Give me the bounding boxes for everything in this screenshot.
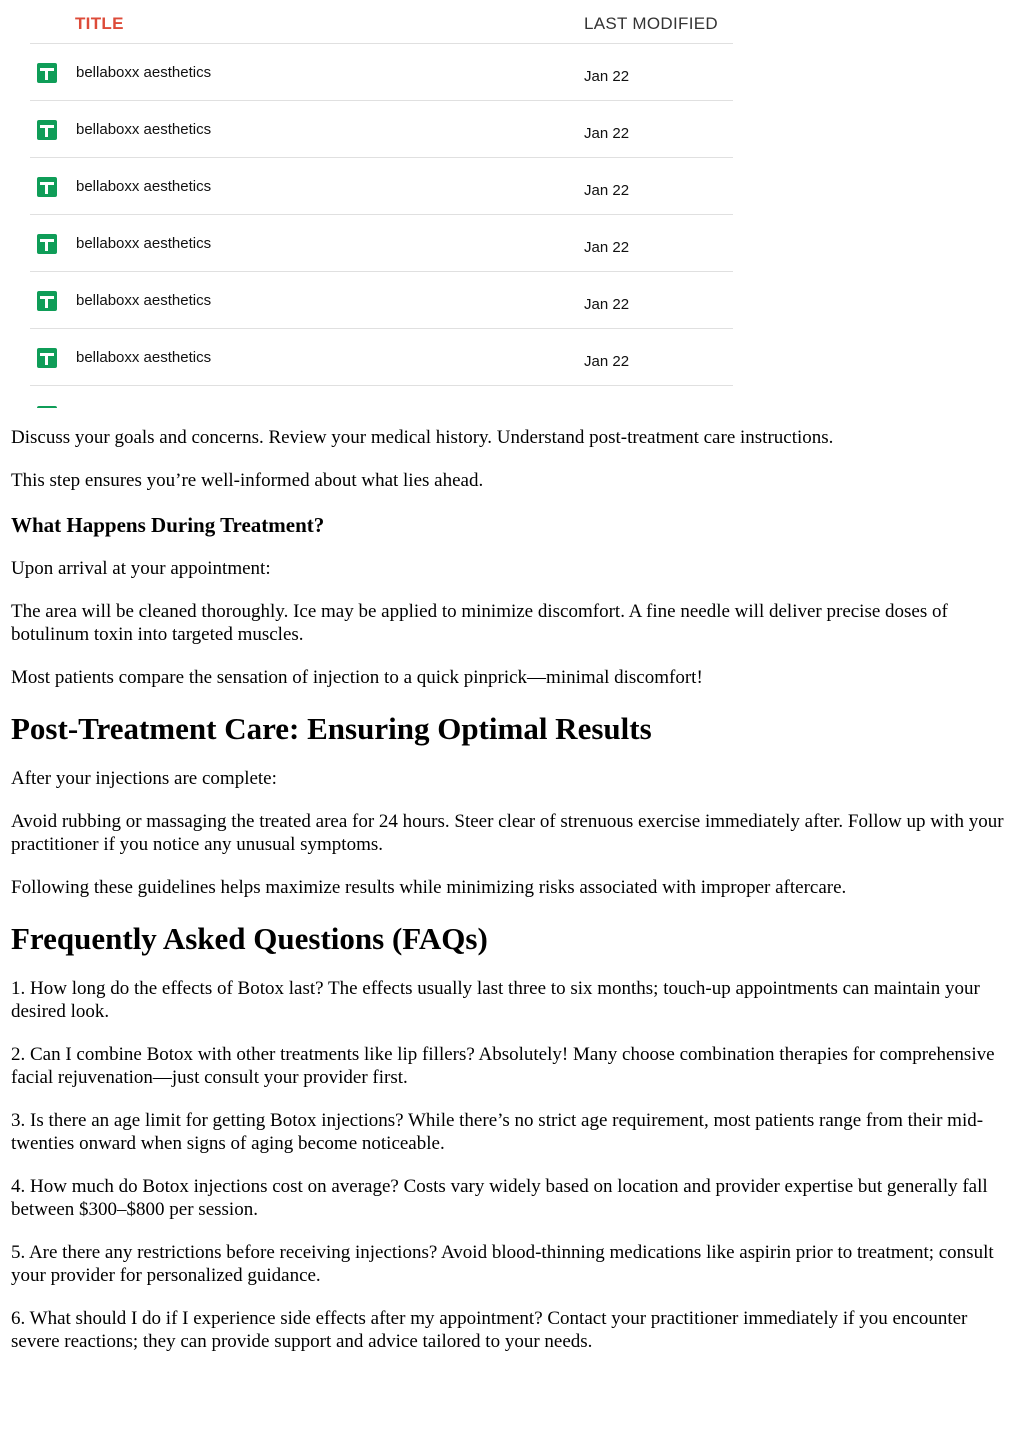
- faq-item: 6. What should I do if I experience side effects after my appointment? Contact your practitioner immediately if you encounter severe reactions; they can provide support and advice tailored to your needs.: [11, 1308, 968, 1352]
- file-row[interactable]: [30, 44, 733, 101]
- file-row[interactable]: [30, 158, 733, 215]
- file-name[interactable]: bellaboxx aesthetics: [76, 292, 212, 309]
- file-modified-date: Jan 22: [584, 353, 630, 370]
- file-row[interactable]: [30, 101, 733, 158]
- google-sites-icon: [37, 120, 57, 140]
- file-modified-date: Jan 22: [584, 125, 630, 142]
- google-sites-icon: [37, 348, 57, 368]
- file-row[interactable]: [30, 329, 733, 386]
- paragraph: Upon arrival at your appointment:: [11, 558, 271, 579]
- last-modified-column-header[interactable]: LAST MODIFIED: [584, 14, 718, 33]
- file-name[interactable]: bellaboxx aesthetics: [76, 235, 212, 252]
- faq-item: 4. How much do Botox injections cost on average? Costs vary widely based on location and provider expertise but generally fall between $300–$800 per session.: [11, 1176, 988, 1220]
- file-row[interactable]: [30, 272, 733, 329]
- article-body: [11, 426, 1014, 1373]
- faq-item: 2. Can I combine Botox with other treatments like lip fillers? Absolutely! Many choose combination therapies for comprehensive facial rejuvenation—just consult your provider first.: [11, 1044, 995, 1088]
- file-name[interactable]: bellaboxx aesthetics: [76, 178, 212, 195]
- google-sites-icon: [37, 291, 57, 311]
- faq-item: 1. How long do the effects of Botox last? The effects usually last three to six months; touch-up appointments can maintain your desired look.: [11, 978, 980, 1022]
- file-row[interactable]: [30, 215, 733, 272]
- google-sites-icon: [37, 406, 57, 408]
- file-list-header: [30, 0, 733, 44]
- section-heading-faqs: Frequently Asked Questions (FAQs): [11, 921, 488, 956]
- title-column-header[interactable]: TITLE: [75, 14, 124, 33]
- paragraph: Avoid rubbing or massaging the treated area for 24 hours. Steer clear of strenuous exercise immediately after. Follow up with your practitioner if you notice any unusual symptoms.: [11, 811, 1004, 855]
- google-sites-icon: [37, 234, 57, 254]
- paragraph: After your injections are complete:: [11, 768, 277, 789]
- file-name[interactable]: bellaboxx aesthetics: [76, 349, 212, 366]
- section-heading-during-treatment: What Happens During Treatment?: [11, 513, 325, 537]
- google-sites-icon: [37, 63, 57, 83]
- section-heading-post-treatment: Post-Treatment Care: Ensuring Optimal Results: [11, 711, 652, 746]
- file-modified-date: Jan 22: [584, 296, 630, 313]
- paragraph: Following these guidelines helps maximize results while minimizing risks associated with improper aftercare.: [11, 877, 847, 898]
- faq-item: 5. Are there any restrictions before receiving injections? Avoid blood-thinning medications like aspirin prior to treatment; consult your provider for personalized guidance.: [11, 1242, 994, 1286]
- file-name[interactable]: bellaboxx aesthetics: [76, 121, 212, 138]
- file-list: [30, 0, 733, 408]
- file-modified-date: Jan 22: [584, 68, 630, 85]
- file-row-partial[interactable]: [30, 386, 733, 408]
- google-sites-icon: [37, 177, 57, 197]
- file-name[interactable]: bellaboxx aesthetics: [76, 64, 212, 81]
- file-modified-date: Jan 22: [584, 239, 630, 256]
- paragraph: Discuss your goals and concerns. Review your medical history. Understand post-treatment care instructions.: [11, 427, 834, 448]
- paragraph: The area will be cleaned thoroughly. Ice may be applied to minimize discomfort. A fine needle will deliver precise doses of botulinum toxin into targeted muscles.: [11, 601, 948, 645]
- paragraph: Most patients compare the sensation of injection to a quick pinprick—minimal discomfort!: [11, 667, 703, 688]
- paragraph: This step ensures you’re well-informed about what lies ahead.: [11, 470, 484, 491]
- faq-item: 3. Is there an age limit for getting Botox injections? While there’s no strict age requirement, most patients range from their mid-twenties onward when signs of aging become noticeable.: [11, 1110, 984, 1154]
- file-modified-date: Jan 22: [584, 182, 630, 199]
